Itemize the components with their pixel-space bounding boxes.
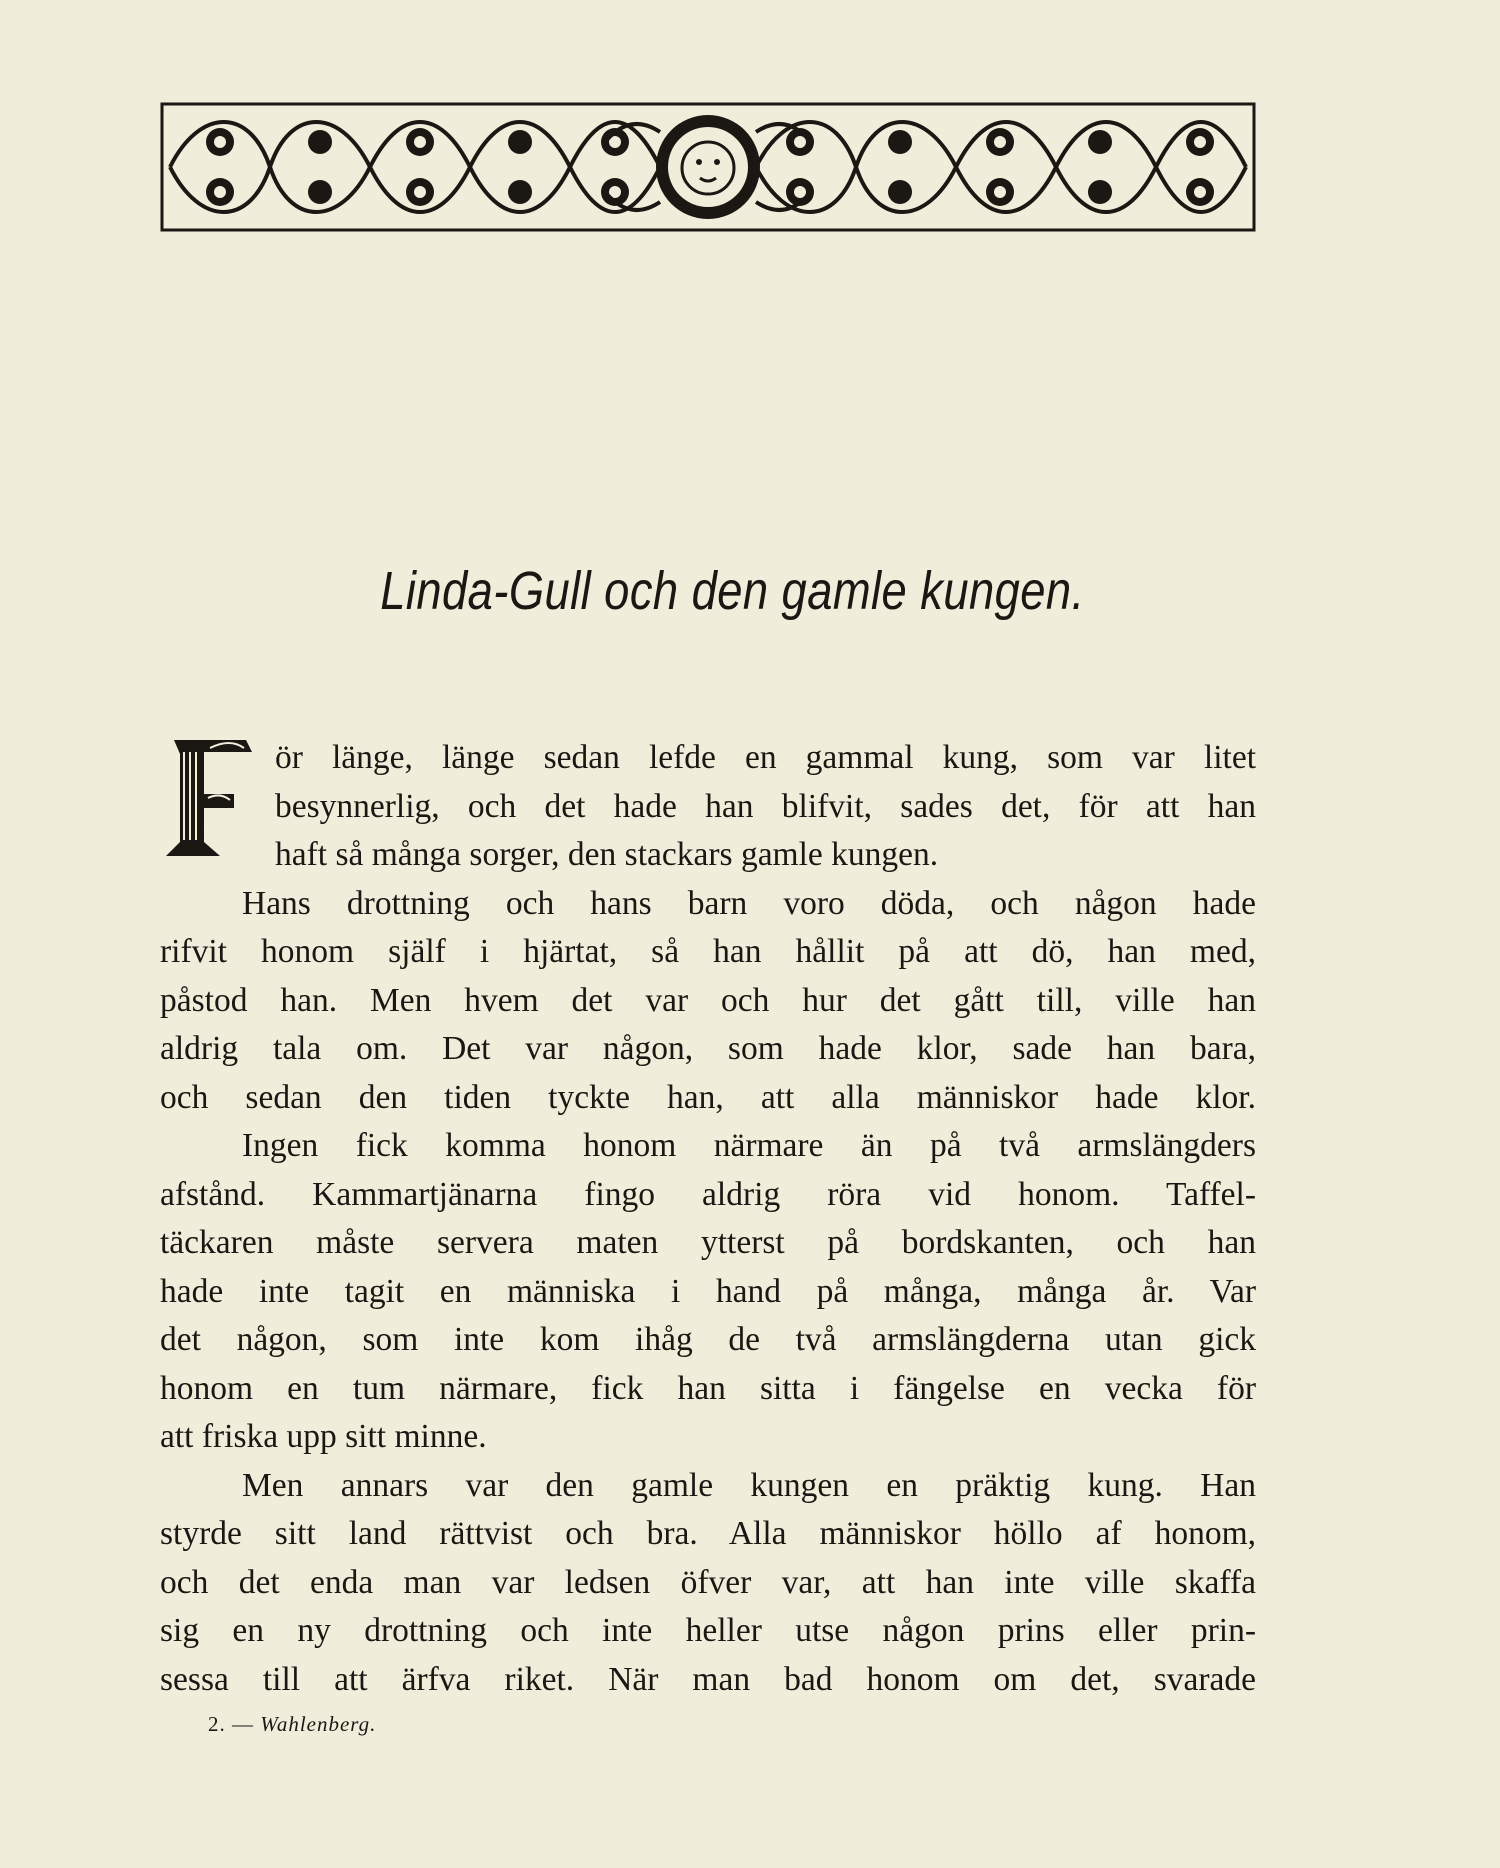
ornamental-header-band: [160, 102, 1256, 232]
text-line: ör länge, länge sedan lefde en gammal kung, som var litet: [275, 739, 1256, 776]
text-line: honom en tum närmare, fick han sitta i fängelse en vecka för: [160, 1369, 1256, 1407]
text-line: påstod han. Men hvem det var och hur det gått till, ville han: [160, 981, 1256, 1019]
text-line: haft så många sorger, den stackars gamle kungen.: [275, 836, 939, 873]
text-line: sessa till att ärfva riket. När man bad honom om det, svarade: [160, 1660, 1256, 1698]
signature-author: Wahlenberg.: [260, 1712, 377, 1736]
story-text: [160, 734, 1256, 1704]
text-line: aldrig tala om. Det var någon, som hade klor, sade han bara,: [160, 1030, 1256, 1067]
signature-mark: [208, 1712, 376, 1737]
text-line: Hans drottning och hans barn voro döda, och någon hade: [242, 884, 1256, 922]
signature-number: 2. —: [208, 1712, 254, 1736]
text-line: hade inte tagit en människa i hand på många, många år. Var: [160, 1272, 1256, 1310]
text-line: afstånd. Kammartjänarna fingo aldrig röra vid honom. Taffel-: [160, 1175, 1256, 1213]
text-line: och sedan den tiden tyckte han, att alla människor hade klor.: [160, 1078, 1256, 1116]
text-line: täckaren måste servera maten ytterst på bordskanten, och han: [160, 1224, 1256, 1261]
text-line: Men annars var den gamle kungen en präktig kung. Han: [242, 1466, 1256, 1504]
text-line: det någon, som inte kom ihåg de två armslängderna utan gick: [160, 1321, 1256, 1358]
story-title: Linda-Gull och den gamle kungen.: [380, 561, 1085, 621]
decorated-initial-f: [160, 734, 254, 862]
text-line: att friska upp sitt minne.: [160, 1418, 487, 1455]
text-line: och det enda man var ledsen öfver var, att han inte ville skaffa: [160, 1563, 1256, 1601]
text-line: rifvit honom själf i hjärtat, så han hållit på att dö, han med,: [160, 933, 1256, 970]
text-line: sig en ny drottning och inte heller utse någon prins eller prin-: [160, 1612, 1256, 1649]
text-line: Ingen fick komma honom närmare än på två armslängders: [242, 1127, 1256, 1164]
text-line: besynnerlig, och det hade han blifvit, sades det, för att han: [275, 787, 1256, 825]
text-line: styrde sitt land rättvist och bra. Alla människor höllo af honom,: [160, 1515, 1256, 1552]
